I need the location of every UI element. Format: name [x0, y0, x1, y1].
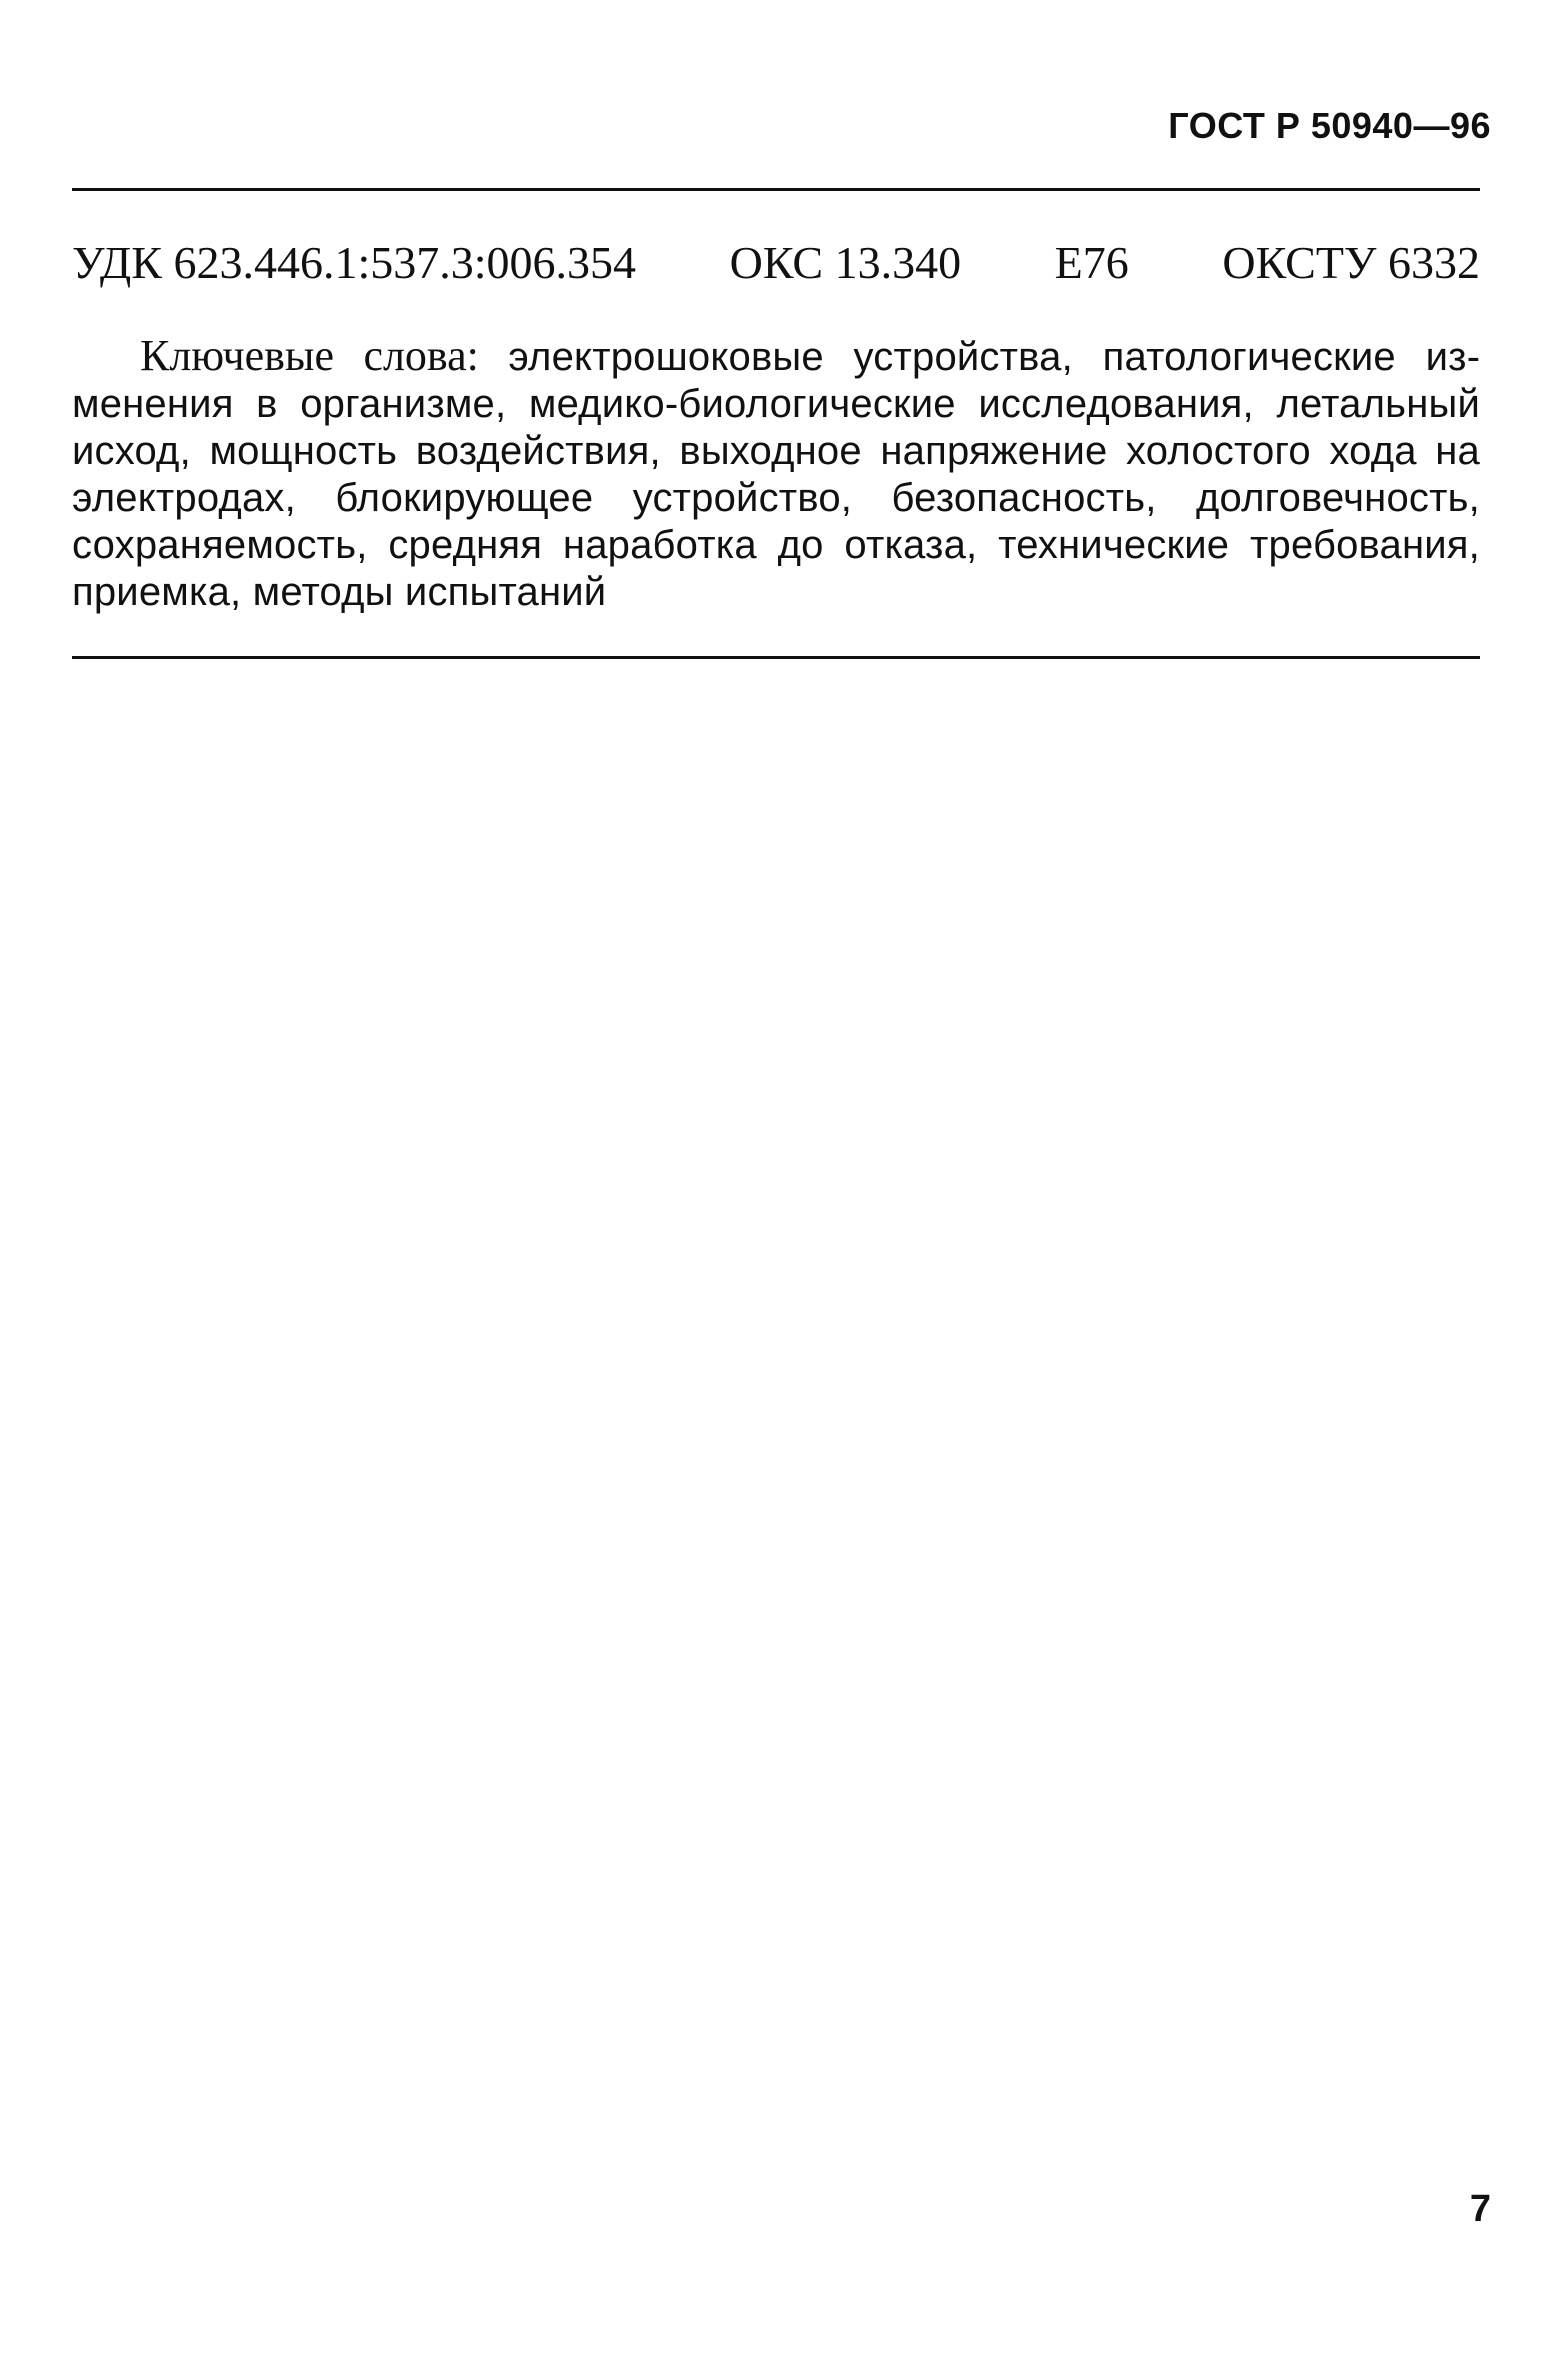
classification-line [72, 235, 1480, 291]
keywords-label: Ключевые слова: [140, 331, 479, 380]
keywords-paragraph [72, 333, 1480, 615]
group-code: Е76 [1054, 237, 1129, 288]
page-number: 7 [1469, 2188, 1491, 2230]
keywords-text: электрошоковые устройства, патологические изменения в организме, медико-биологические исследования, летальный исход, мощность воздействия, выходное напряжение холостого хода на электродах, блокирующее устройство, безопасность, долговечность, сохраняемость, средняя наработка до отказа, технические требования, приемка, методы испытаний [72, 335, 1481, 614]
bottom-divider [72, 656, 1480, 659]
udk-code: УДК 623.446.1:537.3:006.354 [72, 237, 637, 288]
oks-code: ОКС 13.340 [729, 237, 962, 288]
okstu-code: ОКСТУ 6332 [1222, 237, 1480, 288]
top-divider [72, 188, 1480, 191]
standard-code: ГОСТ Р 50940—96 [1168, 105, 1491, 146]
